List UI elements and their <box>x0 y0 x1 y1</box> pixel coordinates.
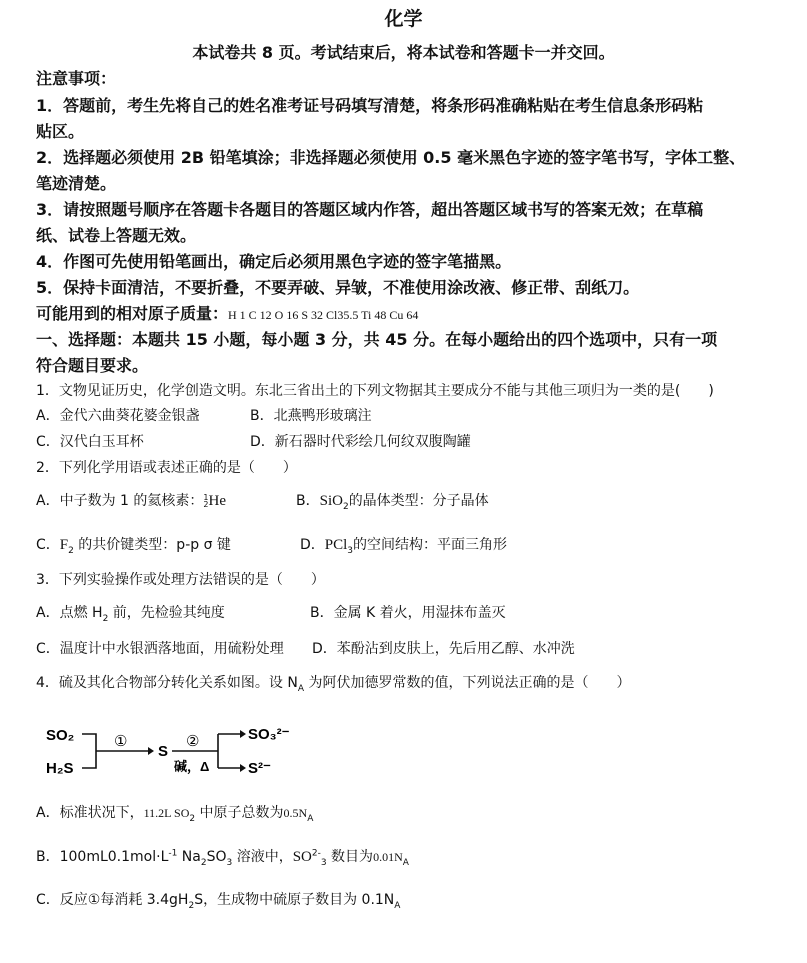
sulfur-conversion-diagram <box>40 718 300 784</box>
helium-symbol: He <box>208 493 226 509</box>
so2-subscript: 2 <box>189 813 196 824</box>
q2-option-d-text: 的空间结构：平面三角形 <box>353 537 508 553</box>
q4-stem-text: 4．硫及其化合物部分转化关系如图。设 N <box>36 675 298 691</box>
q3-stem: 3．下列实验操作或处理方法错误的是（ ） <box>36 572 325 588</box>
notice-item-2: 2．选择题必须使用 2B 铅笔填涂；非选择题必须使用 0.5 毫米黑色字迹的签字笔书写，字体工整、 <box>36 148 746 167</box>
notice-item-1-cont: 贴区。 <box>36 122 85 141</box>
step-2-marker: ② <box>186 733 200 750</box>
notice-item-1: 1．答题前，考生先将自己的姓名准考证号码填写清楚，将条形码准确粘贴在考生信息条形码粘 <box>36 96 704 115</box>
q3-option-b: B．金属 K 着火，用湿抹布盖灭 <box>310 605 506 621</box>
step-1-marker: ① <box>114 733 128 750</box>
inverse-liter-sup: -1 <box>168 848 178 859</box>
na-subscript-b: A <box>402 857 409 868</box>
so3-part: SO <box>206 849 227 865</box>
notice-heading: 注意事项： <box>36 69 117 88</box>
o-count-sub: 3 <box>226 857 233 868</box>
q4-option-b-mid2: 数目为 <box>326 849 374 865</box>
pcl3-subscript: 3 <box>347 545 354 556</box>
q3-option-a-text: A．点燃 H <box>36 605 103 621</box>
q2-option-b-label: B． <box>296 493 320 509</box>
notice-item-3-cont: 纸、试卷上答题无效。 <box>36 226 197 245</box>
q2-option-b <box>296 490 489 512</box>
atomic-mass-values: H 1 C 12 O 16 S 32 Cl35.5 Ti 48 Cu 64 <box>228 308 419 322</box>
na-subscript: A <box>297 683 305 694</box>
q4-option-b-mid: 溶液中， <box>232 849 293 865</box>
q2-option-d <box>300 534 507 556</box>
h2s-label: H₂S <box>46 760 74 777</box>
atomic-mass-line <box>36 301 418 324</box>
q4-option-b <box>36 846 409 868</box>
notice-item-3: 3．请按照题号顺序在答题卡各题目的答题区域内作答，超出答题区域书写的答案无效；在草稿 <box>36 200 704 219</box>
arrow-lower-head <box>240 764 246 772</box>
page-title: 化学 <box>384 8 423 30</box>
na2so3-prefix: Na <box>177 849 201 865</box>
q4-option-b-value: 0.01N <box>373 850 403 864</box>
so2-label: SO₂ <box>46 727 75 744</box>
q3-option-a-text-end: 前，先检验其纯度 <box>108 605 225 621</box>
notice-item-2-cont: 笔迹清楚。 <box>36 174 117 193</box>
q2-option-a-text: A．中子数为 1 的氦核素： <box>36 493 204 509</box>
sio2-formula: SiO <box>319 493 343 509</box>
h2-subscript: 2 <box>102 613 109 624</box>
q2-option-a <box>36 490 226 510</box>
q1-stem: 1．文物见证历史，化学创造文明。东北三省出土的下列文物据其主要成分不能与其他三项归为一类的是( ) <box>36 383 714 399</box>
q3-option-a <box>36 602 225 624</box>
q4-stem <box>36 672 630 694</box>
q4-option-c-mid: S，生成物中硫原子数目为 0.1N <box>194 892 395 908</box>
atomic-mass-label: 可能用到的相对原子质量： <box>36 304 229 323</box>
arrow-upper-head <box>240 730 246 738</box>
q1-option-c: C．汉代白玉耳杯 <box>36 434 144 450</box>
q4-option-a-text: A．标准状况下， <box>36 805 144 821</box>
notice-item-4: 4．作图可先使用铅笔画出，确定后必须用黑色字迹的签字笔描黑。 <box>36 252 512 271</box>
q4-option-c <box>36 889 400 911</box>
q2-option-d-label: D． <box>300 537 325 553</box>
q2-option-b-text: 的晶体类型：分子晶体 <box>348 493 489 509</box>
q2-stem: 2．下列化学用语或表述正确的是（ ） <box>36 460 297 476</box>
na-subscript-a: A <box>307 813 314 824</box>
q2-option-c <box>36 534 231 556</box>
q1-option-d: D．新石器时代彩绘几何纹双腹陶罐 <box>250 434 471 450</box>
q2-option-c-text: 的共价键类型：p-p σ 键 <box>73 537 231 553</box>
q3-option-c: C．温度计中水银洒落地面，用硫粉处理 <box>36 641 284 657</box>
notice-item-5: 5．保持卡面清洁，不要折叠，不要弄破、异皱，不准使用涂改液、修正带、刮纸刀。 <box>36 278 640 297</box>
sulfite-charge: 2- <box>311 848 321 859</box>
reactant-bracket <box>82 734 96 768</box>
q4-option-a-value: 0.5N <box>283 806 308 820</box>
q3-option-d: D．苯酚沾到皮肤上，先后用乙醇、水冲洗 <box>312 641 575 657</box>
sulfite-sub: 3 <box>320 857 327 868</box>
sulfur-label: S <box>158 743 169 760</box>
fraction-bottom: 2 <box>203 500 209 509</box>
na-count-sub: 2 <box>200 857 207 868</box>
q4-option-a <box>36 802 313 824</box>
section-1-heading-cont: 符合题目要求。 <box>36 356 149 375</box>
pcl3-formula: PCl <box>324 537 348 553</box>
exam-intro: 本试卷共 8 页。考试结束后，将本试卷和答题卡一并交回。 <box>192 43 615 62</box>
h2s-subscript: 2 <box>188 900 195 911</box>
sulfite-label: SO₃²⁻ <box>248 726 290 743</box>
section-1-heading: 一、选择题：本题共 15 小题，每小题 3 分，共 45 分。在每小题给出的四个选项中，只有一项 <box>36 330 718 349</box>
q4-stem-text-end: 为阿伏加德罗常数的值，下列说法正确的是（ ） <box>304 675 631 691</box>
condition-label: 碱，Δ <box>174 759 210 774</box>
q1-option-b: B．北燕鸭形玻璃注 <box>250 408 372 424</box>
f2-subscript: 2 <box>68 545 74 556</box>
q1-option-a: A．金代六曲葵花婆金银盏 <box>36 408 200 424</box>
so2-volume: 11.2L SO <box>143 806 190 820</box>
arrow-1-head <box>148 747 154 755</box>
q4-option-b-text: B．100mL0.1mol·L <box>36 849 169 865</box>
q4-option-a-mid: 中原子总数为 <box>195 805 284 821</box>
q4-option-c-text: C．反应①每消耗 3.4gH <box>36 892 189 908</box>
sulfide-label: S²⁻ <box>248 760 271 777</box>
fraction-top: 1 <box>203 493 209 502</box>
f2-formula: F <box>59 537 69 553</box>
na-subscript-c: A <box>394 900 401 911</box>
sio2-subscript: 2 <box>342 501 349 512</box>
q2-option-c-label: C． <box>36 537 60 553</box>
sulfite-ion-formula: SO <box>292 849 312 865</box>
